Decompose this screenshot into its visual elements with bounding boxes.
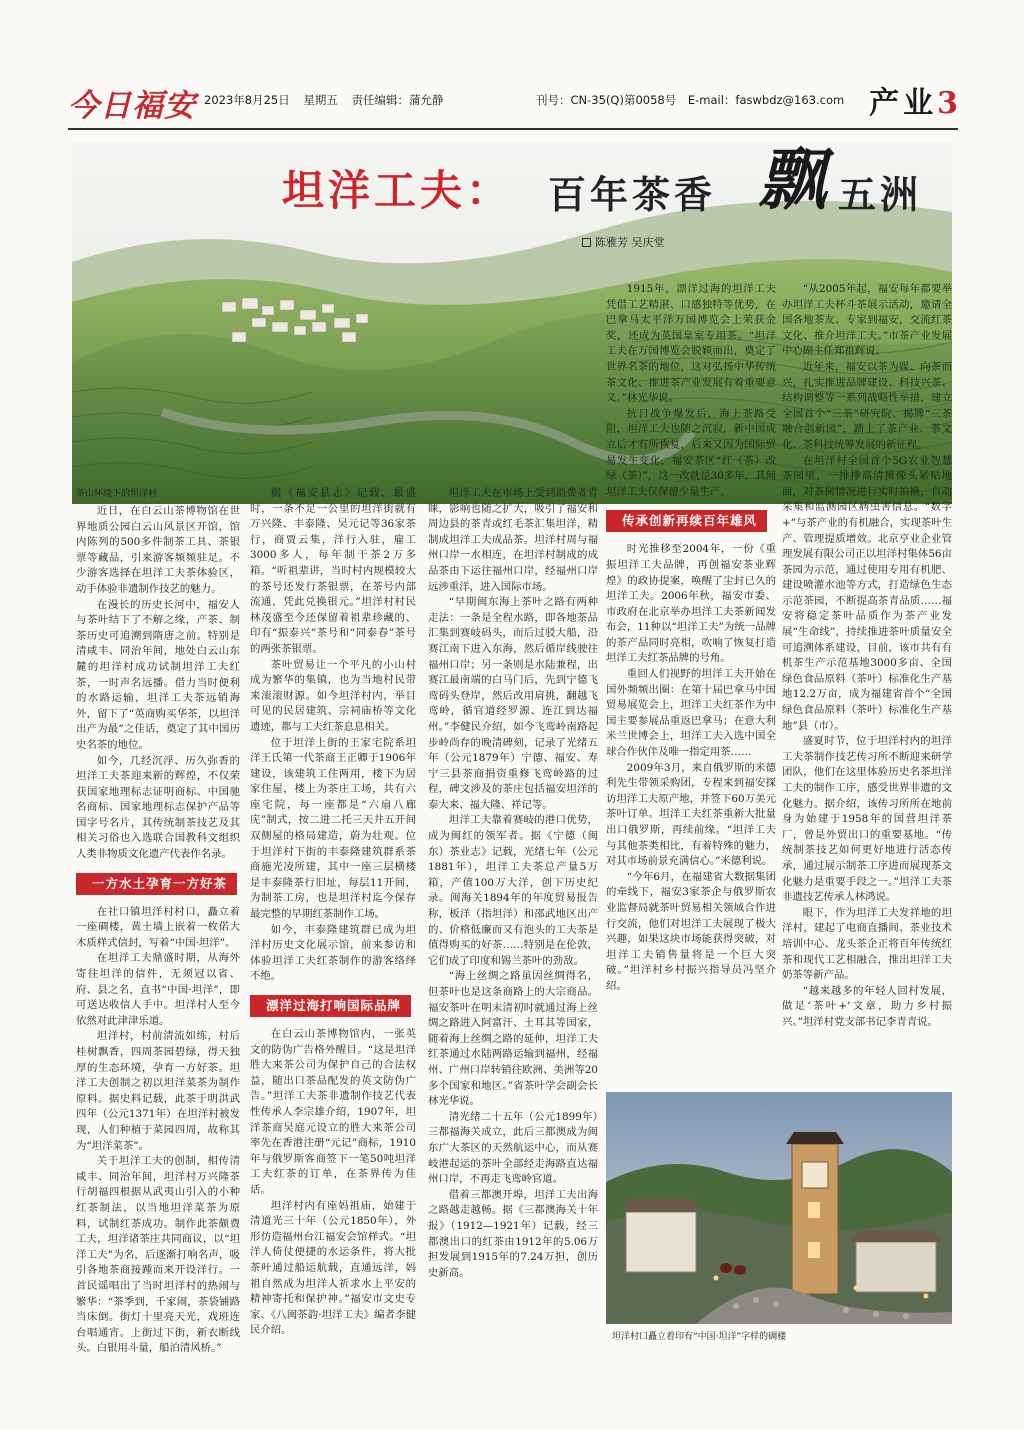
paragraph: 茶叶贸易让一个平凡的小山村成为繁华的集镇，也为当地村民带来滚滚财源。如今坦洋村内，举目可见的民居建筑、宗祠庙桥等文化遗迹，都与工夫红茶息息相关。: [250, 658, 416, 733]
paragraph: 抗日战争爆发后，海上茶路受阻，坦洋工夫也随之沉寂，新中国成立后才有所恢复，后来又因为国际贸易发生变化，福安茶区“红（茶）改绿（茶）”，这一改就是30多年，其间坦洋工夫仅保留少量生产。: [606, 407, 776, 498]
paragraph: 关于坦洋工夫的创制，相传清咸丰、同治年间，坦洋村万兴隆茶行胡福四根据从武夷山引入的小种红茶制法，以当地坦洋菜茶为原料，试制红茶成功。制作此茶颇费工夫，坦洋诸茶庄共同商议，以“坦洋工夫”为名，后逐渐打响名声，吸引各地茶商接踵而来开设洋行。一首民谣唱出了当时坦洋村的热闹与繁华：“茶季到，千家闹，茶袋铺路当床倒。街灯十里亮天光，戏班连台唱通宵。上街过下街，新衣断线头。白银用斗量，船泊清风桥。”: [76, 1155, 240, 1355]
subhead-3: [606, 508, 776, 534]
date-line: [204, 92, 454, 108]
text-column-3: [428, 486, 598, 1356]
text-column-4: [606, 282, 776, 1080]
byline: [582, 234, 665, 250]
newspaper-logo: 今日福安: [68, 88, 196, 124]
page-number: 3: [937, 86, 958, 121]
masthead-rule: [68, 128, 958, 130]
paragraph: “从2005年起，福安每年都要举办坦洋工夫杯斗茶展示活动，邀请全国各地茶友、专家到福安，交流红茶文化、推介坦洋工夫。”市茶产业发展中心副主任郑祖辉说。: [782, 283, 952, 358]
watchtower-image: [606, 1092, 952, 1324]
paragraph: “越来越多的年轻人回村发展，做足‘茶叶+’文章，助力乡村振兴。”坦洋村党支部书记李青青说。: [782, 984, 952, 1028]
paragraph: 位于坦洋上街的王家宅院系坦洋王氏第一代茶商王正卿于1906年建设，该建筑工住两用，楼下为居家住屋，楼上为茶庄工场，共有六座宅院，每一座都是“六扇八廊庑”制式，按二进二托三天井五开间双侧屋的格局建造，蔚为壮观。位于坦洋村下街的丰泰隆建筑群系茶商施光凌所建，其中一座三层横楼是丰泰隆茶行旧址，每层11开间，为制茶工房，也是坦洋村迄今保存最完整的早期红茶制作工场。: [250, 736, 416, 921]
paragraph: 坦洋工夫在市场上受到消费者青睐，影响也随之扩大，吸引了福安和周边县的茶青或红毛茶汇集坦洋，精制成坦洋工夫成品茶。坦洋村周与福州口岸一水相连，在坦洋村制成的成品茶由下运往福州口岸，经福州口岸远涉重洋，进入国际市场。: [428, 487, 598, 593]
paragraph: 重回人们视野的坦洋工夫开始在国外频频出圈：在第十届巴拿马中国贸易展览会上，坦洋工夫红茶作为中国主要参展品重返巴拿马；在意大利米兰世博会上，坦洋工夫入选中国全球合作伙伴及唯一指定用茶……: [606, 668, 776, 759]
paragraph: 如今，丰泰隆建筑群已成为坦洋村历史文化展示馆，前来参访和体验坦洋工夫红茶制作的游客络绎不绝。: [250, 923, 416, 983]
paragraph: 清光绪二十五年（公元1899年）三都福海关成立，此后三都澳成为闽东广大茶区的天然航运中心，而从赛岐港起运的茶叶全部经走海路直达福州口岸，不再走飞鸾岭官道。: [428, 1110, 598, 1186]
hero-caption: 茶山环绕下的坦洋村: [76, 489, 158, 499]
masthead: [68, 74, 958, 128]
issue-weekday: 星期五: [303, 93, 338, 107]
section-title: 产业: [869, 86, 938, 121]
village-gate-photo: [606, 1092, 952, 1324]
text-column-2: [250, 486, 416, 1356]
subhead-2: [250, 993, 416, 1019]
headline-main: 坦洋工夫：: [282, 166, 513, 215]
paragraph: 在社口镇坦洋村村口，矗立着一座碉楼，黄土墙上嵌着一枚偌大木质样式信封，写着“中国·坦洋”。: [76, 905, 240, 949]
headline-end: 五洲: [838, 172, 923, 217]
headline-calligraphy-char: 飘: [758, 140, 827, 220]
paragraph: 近年来，福安以茶为媒、向茶而兴，扎实推进品牌建设、科技兴茶、结构调整等一系列战略性举措，建立全国首个“三茶”研究院、揭牌“三茶融合创新园”，踏上了茶产业、茶文化、茶科技统筹发展的新征程。: [782, 360, 952, 451]
paragraph: 时光推移至2004年，一份《重振坦洋工夫品牌，再创福安茶业辉煌》的政协提案，唤醒了尘封已久的坦洋工夫。2006年秋，福安市委、市政府在北京举办坦洋工夫茶新闻发布会，11种以“坦洋工夫”为统一品牌的茶产品同时亮相，吹响了恢复打造坦洋工夫红茶品牌的号角。: [606, 543, 776, 665]
issue-date: 2023年8月25日: [204, 93, 290, 107]
paragraph: 在白云山茶博物馆内，一张英文的防伪广告格外醒目。“这是坦洋胜大来茶公司为保护自己的合法权益，随出口茶品配发的英文防伪广告。”坦洋工夫茶非遗制作技艺代表性传承人李宗雄介绍，1907年，坦洋茶商吴庭元设立的胜大来茶公司率先在香港注册“元记”商标，1910年与俄罗斯客商签下一笔50吨坦洋工夫红茶的订单，在茶界传为佳话。: [250, 1028, 416, 1196]
text-column-5: [782, 282, 952, 1080]
headline-sub: 百年茶香: [548, 172, 717, 217]
publication-info: [536, 92, 852, 108]
headline: [282, 140, 944, 232]
contact-email: E-mail：faswbdz@163.com: [687, 93, 845, 107]
paragraph: 2009年3月，来自俄罗斯的米德利先生带领采购团，专程来到福安探访坦洋工夫原产地，并签下60万美元茶叶订单。坦洋工夫红茶重新大批量出口俄罗斯，再续前缘。“坦洋工夫与其他茶类相比，有着特殊的魅力，对其市场前景充满信心。”米德利说。: [606, 761, 776, 868]
paragraph: “早期闽东海上茶叶之路有两种走法：一条是全程水路，即各地茶品汇集到赛岐码头，而后过驳大船，沿赛江南下进入东海，然后循岸线驶往福州口岸；另一条则是水陆兼程，出赛江最南端的白马门后，先到宁德飞鸾码头登岸，然后改用肩挑，翻越飞鸾岭，循官道经罗源、连江到达福州。”李健民介绍，如今飞鸾岭南路起步岭尚存的晚清碑刻，记录了光绪五年（公元1879年）宁德、福安、寿宁三县茶商捐资重修飞鸾岭路的过程，碑文涉及的茶庄包括福安坦洋的泰大来、福大隆、祥记等。: [428, 596, 598, 811]
paragraph: 在坦洋工夫鼎盛时期，从海外寄往坦洋的信件，无须冠以省、府、县之名，直书“中国·坦洋”，即可送达收信人手中。坦洋村人至今依然对此津津乐道。: [76, 952, 240, 1027]
subhead-2-label: 漂洋过海打响国际品牌: [256, 995, 411, 1017]
byline-authors: 陈雅芳 吴庆堂: [595, 236, 665, 249]
paragraph: 盛夏时节，位于坦洋村内的坦洋工夫茶制作技艺传习所不断迎来研学团队，他们在这里体验历史名茶坦洋工夫的制作工序，感受世界非遗的文化魅力。据介绍，该传习所所在地前身为始建于1958年的国营坦洋茶厂，曾是外贸出口的重要基地。“传统制茶技艺如何更好地进行活态传承，通过展示制茶工序进而展现茶文化魅力是重要手段之一。”坦洋工夫茶非遗技艺传承人林鸿说。: [782, 735, 952, 904]
paragraph: 在坦洋村全国首个5G农业智慧茶园里，一排排高清摄像头紧贴地面，对茶树情况进行实时拍摄，自动采集和监测园区病虫害信息。“数字+”与茶产业的有机融合，实现茶叶生产、管理提质增效。北京亨业企业管理发展有限公司正以坦洋村集体56亩茶园为示范，通过使用专用有机肥、建设喷灌水池等方式，打造绿色生态示范茶园，不断提高茶青品质……福安将稳定茶叶品质作为茶产业发展“生命线”，持续推进茶叶质量安全可追溯体系建设，目前，该市共有有机茶生产示范基地3000多亩、全国绿色食品原料（茶叶）标准化生产基地12.2万亩，成为福建省首个“全国绿色食品原料（茶叶）标准化生产基地”县（市）。: [782, 454, 952, 732]
byline-square-icon: [582, 238, 591, 247]
paragraph: 在漫长的历史长河中，福安人与茶叶结下了不解之缘，产茶、制茶历史可追溯到隋唐之前。特别是清咸丰、同治年间，地处白云山东麓的坦洋村成功试制坦洋工夫红茶，一时声名远播。借力当时便利的水路运输，坦洋工夫茶远销海外，留下了“英商购买华茶，以坦洋出产为最”之佳话，奠定了其中国历史名茶的地位。: [76, 598, 240, 751]
subhead-1-label: 一方水土孕育一方好茶: [82, 873, 237, 895]
paragraph: 借着三都澳开埠，坦洋工夫出海之路越走越畅。据《三都澳海关十年报》（1912—1921年）记载，经三都澳出口的红茶由1912年的5.06万担发展到1915年的7.24万担，创历史新高。: [428, 1188, 598, 1279]
paragraph: “海上丝绸之路虽因丝绸得名，但茶叶也是这条商路上的大宗商品。福安茶叶在明末清初时就通过海上丝绸之路进入阿富汗、土耳其等国家，随着海上丝绸之路的延伸，坦洋工夫红茶通过水陆两路运输到福州，经福州、广州口岸转销往欧洲、美洲等20多个国家和地区。”省茶叶学会副会长林光华说。: [428, 970, 598, 1108]
text-column-1: [76, 504, 240, 1356]
paragraph: 坦洋工夫靠着赛岐的港口优势，成为闽红的领军者。据《宁德（闽东）茶业志》记载，光绪七年（公元1881年），坦洋工夫茶总产量5万箱，产值100万大洋，创下历史纪录。闽海关1894年的年度贸易报告称，板洋（指坦洋）和邵武地区出产的、价格低廉而又有泡头的工夫茶是值得购买的好茶……特别是在伦敦，它们成了印度和锡兰茶叶的劲敌。: [428, 814, 598, 967]
paragraph: 眼下，作为坦洋工夫发祥地的坦洋村，建起了电商直播间、茶业技术培训中心、龙头茶企正将百年传统红茶和现代工艺相融合，推出坦洋工夫奶茶等新产品。: [782, 906, 952, 982]
subhead-1: [76, 871, 240, 897]
paragraph: “今年6月，在福建省大数据集团的牵线下，福安3家茶企与俄罗斯农业监督局就茶叶贸易相关领域合作进行交流，他们对坦洋工夫展现了极大兴趣，如果这块市场能获得突破，对坦洋工夫销售量将是一个巨大突破。”坦洋村乡村振兴指导员冯坚介绍。: [606, 870, 776, 992]
paragraph: 坦洋村内有座妈祖庙，始建于清道光三十年（公元1850年），外形仿造福州台江福安会馆样式。“坦洋人倚仗便捷的水运条件，将大批茶叶通过船运航载，直通远洋，妈祖自然成为坦洋人祈求水上平安的精神寄托和保护神。”福安市文史专家、《八闽茶韵·坦洋工夫》编者李健民介绍。: [250, 1199, 416, 1337]
subhead-3-label: 传承创新再续百年雄风: [612, 510, 767, 532]
section-header: [869, 78, 958, 122]
paragraph: 1915年，漂洋过海的坦洋工夫凭借工艺精湛、口感独特等优势，在巴拿马太平洋万国博览会上荣获金奖，还成为英国皇室专用茶。“坦洋工夫在万国博览会脱颖而出，奠定了世界名茶的地位，这对弘扬中华传统茶文化、推进茶产业发展有着重要意义。”林光华说。: [606, 283, 776, 405]
paragraph: 坦洋村，村前清流如练，村后桂树飘香，四周茶园碧绿，得天独厚的生态环境，孕育一方好茶。坦洋工夫创制之初以坦洋菜茶为制作原料。据史料记载，此茶于明洪武四年（公元1371年）在坦洋村被发现，人们种植于菜园四周，故称其为“坦洋菜茶”。: [76, 1030, 240, 1152]
issue-code: 刊号：CN-35(Q)第0058号: [536, 93, 677, 107]
editor-credit: 责任编辑：蒲允静: [351, 93, 444, 107]
bottom-photo-caption: 坦洋村口矗立着印有“中国·坦洋”字样的碉楼: [612, 1332, 787, 1342]
paragraph: 据《福安县志》记载，最盛时，一条不足一公里的坦洋街就有万兴隆、丰泰隆、吴元记等36家茶行，商贾云集，洋行入驻，雇工3000多人，每年制干茶2万多箱。“听祖辈讲，当时村内规模较大的茶号还发行茶银票，在茶号内部流通，凭此兑换银元。”坦洋村村民林茂盛至今还保留着祖辈珍藏的、印有“振泰兴”茶号和“同泰春”茶号的两张茶银票。: [250, 487, 416, 655]
paragraph: 如今，几经沉浮、历久弥香的坦洋工夫茶迎来新的辉煌，不仅荣获国家地理标志证明商标、中国驰名商标、国家地理标志保护产品等国字号名片，其传统制茶技艺及其相关习俗也入选联合国教科文组织人类非物质文化遗产代表作名录。: [76, 754, 240, 861]
paragraph: 近日，在白云山茶博物馆在世界地质公园白云山风景区开馆，馆内陈列的500多件制茶工具、茶银票等藏品，引来游客频频驻足。不少游客选择在坦洋工夫茶体验区，动手体验非遗制作技艺的魅力。: [76, 505, 240, 595]
